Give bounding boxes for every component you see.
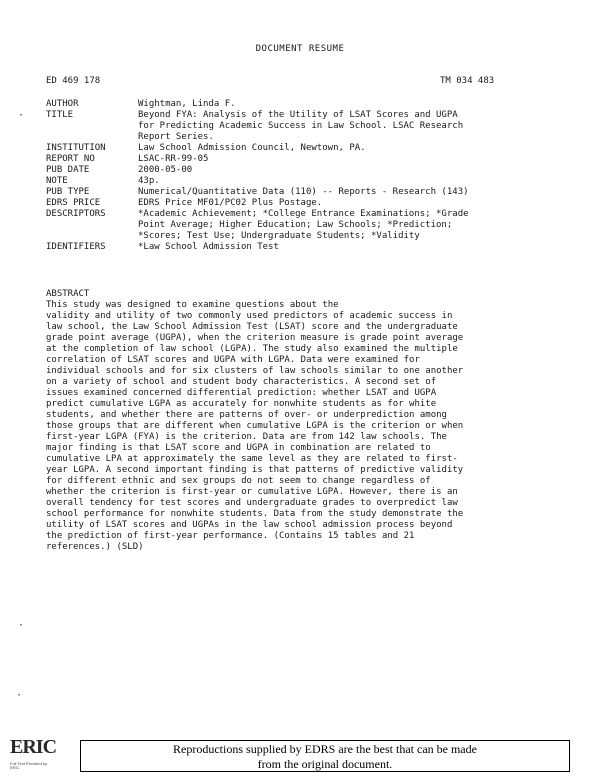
field-label: TITLE bbox=[46, 110, 74, 120]
abstract-body: This study was designed to examine questions about the validity and utility of two commonly used predictors of academic success in law school, the Law School Admission Test (LSAT) score and the undergraduate grade point average (UGPA), when the criterion measure is grade point average at the completion of law school (LGPA). The study also examined the multiple correlation of LSAT scores and UGPA with LGPA. Data were examined for individual schools and for six clusters of law schools similar to one another on a variety of school and student body characteristics. A second set of issues examined concerned differential prediction: whether LSAT and UGPA predict cumulative LGPA as accurately for nonwhite students as for white students, and whether there are patterns of over- or underprediction among those groups that are different when cumulative LGPA is the criterion or when first-year LGPA (FYA) is the criterion. Data are from 142 law schools. The major finding is that LSAT score and UGPA in combination are related to cumulative LPA at approximately the same level as they are related to first- year LGPA. A second important finding is that patterns of predictive validity for different ethnic and sex groups do not seem to change regardless of whether the criterion is first-year or cumulative LGPA. However, there is an overall tendency for test scores and undergraduate grades to overpredict law school performance for nonwhite students. Data from the study demonstrate the utility of LSAT scores and UGPAs in the law school admission process beyond the prediction of first-year performance. (Contains 15 tables and 21 references.) (SLD) bbox=[46, 300, 464, 552]
field-value: *Academic Achievement; *College Entrance Examinations; *Grade Point Average; Higher Education; Law Schools; *Prediction; *Scores; Test Use; Undergraduate Students; *Validity bbox=[138, 209, 469, 241]
field-label: EDRS PRICE bbox=[46, 198, 101, 208]
scan-speck: · bbox=[16, 690, 23, 701]
field-author bbox=[46, 99, 566, 110]
scan-speck: · bbox=[18, 620, 25, 631]
reproduction-notice bbox=[80, 740, 570, 772]
metadata-fields bbox=[46, 99, 566, 253]
scan-speck: · bbox=[18, 110, 25, 121]
field-label: PUB TYPE bbox=[46, 187, 90, 197]
field-label: PUB DATE bbox=[46, 165, 90, 175]
field-title bbox=[46, 110, 566, 143]
eric-logo-letters: ERIC bbox=[10, 736, 57, 758]
document-resume-heading: DOCUMENT RESUME bbox=[255, 44, 345, 54]
field-pub-type bbox=[46, 187, 566, 198]
tm-number: TM 034 483 bbox=[440, 76, 495, 86]
field-report-no bbox=[46, 154, 566, 165]
field-value: 2000-05-00 bbox=[138, 165, 193, 175]
field-value: Law School Admission Council, Newtown, PA. bbox=[138, 143, 366, 153]
field-value: Beyond FYA: Analysis of the Utility of LSAT Scores and UGPA for Predicting Academic Success in Law School. LSAC Research Report Series. bbox=[138, 110, 464, 142]
field-note bbox=[46, 176, 566, 187]
field-value: *Law School Admission Test bbox=[138, 242, 279, 252]
ed-number: ED 469 178 bbox=[46, 76, 101, 86]
abstract-heading: ABSTRACT bbox=[46, 289, 90, 299]
field-edrs-price bbox=[46, 198, 566, 209]
eric-logo bbox=[10, 736, 57, 772]
field-identifiers bbox=[46, 242, 566, 253]
field-label: NOTE bbox=[46, 176, 68, 186]
field-label: REPORT NO bbox=[46, 154, 95, 164]
field-value: EDRS Price MF01/PC02 Plus Postage. bbox=[138, 198, 323, 208]
field-pub-date bbox=[46, 165, 566, 176]
field-value: 43p. bbox=[138, 176, 160, 186]
field-descriptors bbox=[46, 209, 566, 242]
field-label: DESCRIPTORS bbox=[46, 209, 106, 219]
field-label: INSTITUTION bbox=[46, 143, 106, 153]
reproduction-notice-line1: Reproductions supplied by EDRS are the best that can be made bbox=[173, 742, 477, 756]
eric-logo-subtext: Full Text Provided by ERIC bbox=[10, 761, 48, 770]
field-institution bbox=[46, 143, 566, 154]
field-value: Numerical/Quantitative Data (110) -- Reports - Research (143) bbox=[138, 187, 469, 197]
field-value: LSAC-RR-99-05 bbox=[138, 154, 209, 164]
field-label: IDENTIFIERS bbox=[46, 242, 106, 252]
field-label: AUTHOR bbox=[46, 99, 79, 109]
reproduction-notice-line2: from the original document. bbox=[257, 757, 393, 771]
field-value: Wightman, Linda F. bbox=[138, 99, 236, 109]
